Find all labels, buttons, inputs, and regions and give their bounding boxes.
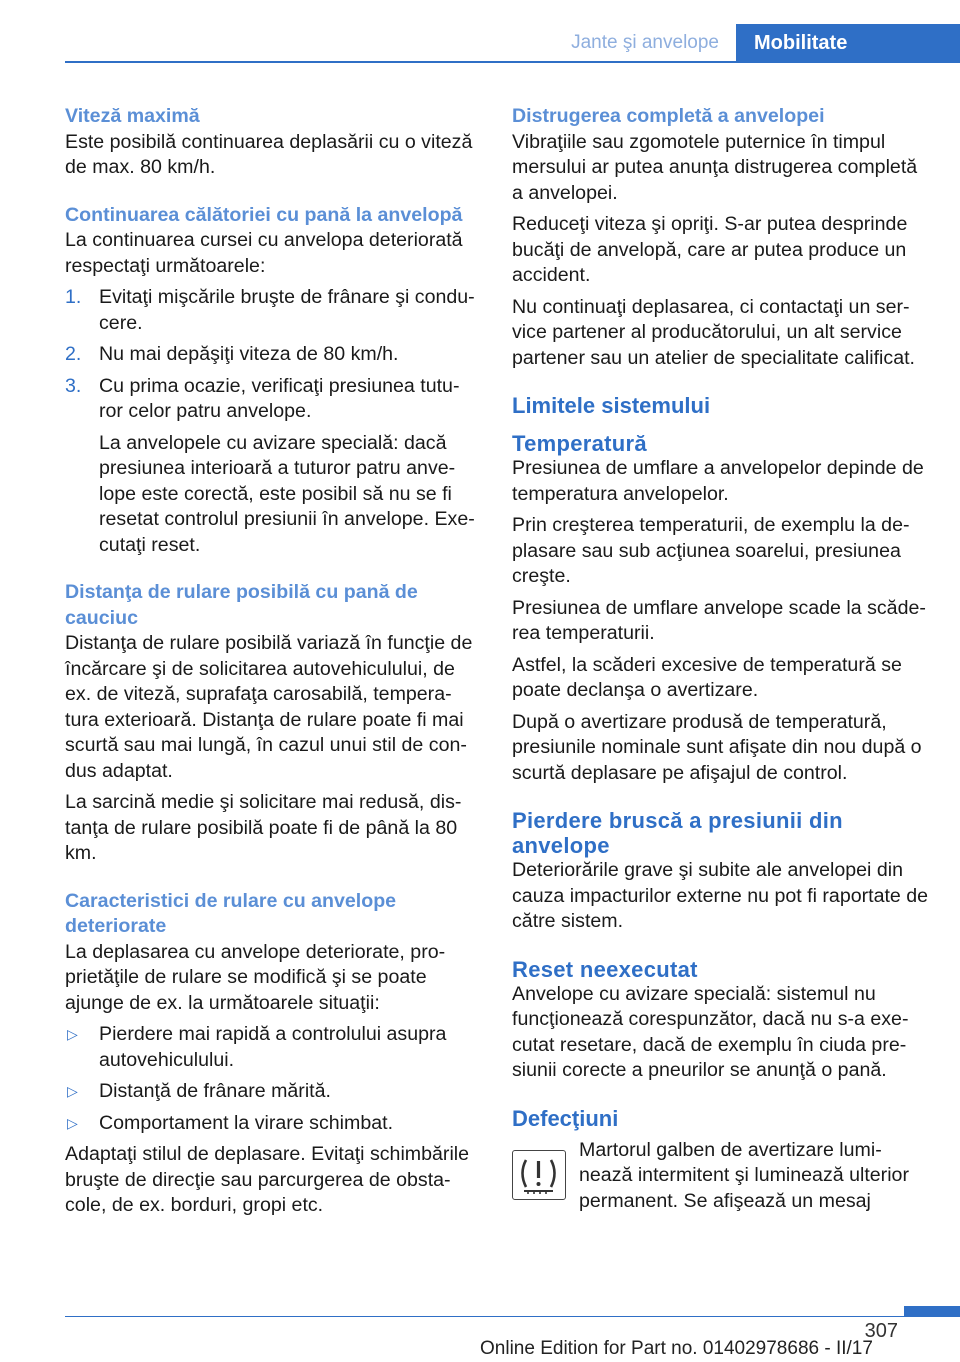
para-destruction-1: Vibraţiile sau zgomotele puternice în timpul mersului ar putea anunţa distrugerea completă a anvelopei.	[512, 130, 918, 204]
heading-temperature: Temperatură	[512, 431, 647, 456]
list-item-text: Cu prima ocazie, verificaţi presiunea tutu-ror celor patru anvelope.	[99, 374, 460, 422]
bullet-list	[65, 1022, 480, 1136]
para-temp-1: Presiunea de umflare a anvelopelor depinde de temperatura anvelopelor.	[512, 457, 924, 505]
list-item	[65, 285, 480, 336]
para-temp-2: Prin creşterea temperaturii, de exemplu la de-plasare sau sub acţiunea soarelui, presiunea creşte.	[512, 514, 910, 587]
para-malfunctions: Martorul galben de avertizare lumi-nează intermitent şi luminează ulterior permanent. Se afişează un mesaj	[579, 1138, 909, 1212]
malfunction-block	[512, 1138, 932, 1215]
heading-max-speed: Viteză maximă	[65, 105, 200, 127]
list-item-subtext: La anvelopele cu avizare specială: dacă presiunea interioară a tuturor patru anve-lope este corectă, este posibil să nu se fi resetat controlul presiunii în anvelope. Exe-cutaţi reset.	[99, 431, 475, 556]
triangle-bullet-icon: ▷	[67, 1026, 78, 1042]
heading-malfunctions: Defecţiuni	[512, 1105, 619, 1131]
tire-warning-icon	[512, 1150, 566, 1200]
list-number: 2.	[65, 343, 82, 365]
para-continue-trip: La continuarea cursei cu anvelopa deteriorată respectaţi următoarele:	[65, 229, 463, 277]
right-column	[512, 104, 932, 1220]
para-temp-5: După o avertizare produsă de temperatură, presiunile nominale sunt afişate din nou după o scurtă deplasare pe afişajul de control.	[512, 710, 922, 784]
left-column	[65, 104, 480, 1225]
heading-system-limits: Limitele sistemului	[512, 393, 711, 418]
para-adapt-driving: Adaptaţi stilul de deplasare. Evitaţi schimbările bruşte de direcţie sau parcurgerea de obsta-cole, de ex. borduri, gropi etc.	[65, 1143, 470, 1216]
numbered-list	[65, 285, 480, 558]
footer-edition: Online Edition for Part no. 01402978686 - II/17	[480, 1338, 873, 1359]
para-temp-4: Astfel, la scăderi excesive de temperatură se poate declanşa o avertizare.	[512, 653, 902, 701]
list-item-text: Evitaţi mişcările bruşte de frânare şi condu-cere.	[99, 286, 475, 334]
para-distance-2: La sarcină medie şi solicitare mai redusă, dis-tanţa de rulare posibilă poate fi de până la 80 km.	[65, 791, 462, 864]
para-sudden-pressure-loss: Deteriorările grave şi subite ale anvelopei din cauza impacturilor externe nu pot fi raportate de către sistem.	[512, 859, 929, 932]
para-reset-not-executed: Anvelope cu avizare specială: sistemul nu funcţionează corespunzător, dacă nu s-a exe-cutat resetare, dacă de exemplu în ciuda pre-siunii corecte a pneurilor se anunţă o pană.	[512, 982, 909, 1081]
para-destruction-2: Reduceţi viteza şi opriţi. S-ar putea desprinde bucăţi de anvelopă, care ar putea produce un accident.	[512, 213, 908, 286]
para-max-speed: Este posibilă continuarea deplasării cu o viteză de max. 80 km/h.	[65, 130, 473, 178]
bullet-item	[65, 1022, 480, 1073]
triangle-bullet-icon: ▷	[67, 1114, 78, 1131]
para-temp-3: Presiunea de umflare anvelope scade la scăde-rea temperaturii.	[512, 596, 926, 644]
footer-rule	[65, 1316, 960, 1317]
list-item-text: Nu mai depăşiţi viteza de 80 km/h.	[99, 343, 399, 365]
heading-driving-behavior: Caracteristici de rulare cu anvelope deteriorate	[65, 889, 397, 937]
list-number: 1.	[65, 286, 82, 308]
heading-tire-destruction: Distrugerea completă a anvelopei	[512, 105, 825, 127]
header-chapter-tab: Mobilitate	[736, 24, 960, 63]
heading-sudden-pressure-loss: Pierdere bruscă a presiunii din anvelope	[512, 808, 843, 858]
bullet-text: Comportament la virare schimbat.	[99, 1111, 394, 1134]
bullet-item	[65, 1111, 480, 1137]
list-number: 3.	[65, 374, 82, 397]
bullet-item	[65, 1079, 480, 1105]
list-item	[65, 374, 480, 559]
para-destruction-3: Nu continuaţi deplasarea, ci contactaţi un ser-vice partener al producătorului, un alt service partener sau un atelier de specialitate calificat.	[512, 295, 915, 369]
heading-reset-not-executed: Reset neexecutat	[512, 956, 698, 982]
para-driving-behavior: La deplasarea cu anvelope deteriorate, pro-prietăţile de rulare se modifică şi se poate ajunge de ex. la următoarele situaţii:	[65, 940, 446, 1014]
header-section: Jante şi anvelope	[571, 32, 719, 53]
heading-distance: Distanţa de rulare posibilă cu pană de cauciuc	[65, 581, 418, 629]
page-number-bar	[904, 1306, 960, 1317]
triangle-bullet-icon: ▷	[67, 1083, 78, 1099]
para-distance-1: Distanţa de rulare posibilă variază în funcţie de încărcare şi de solicitarea autovehiculului, de ex. de viteză, suprafaţa carosabilă, tempera-tura exterioară. Distanţa de rulare poate fi mai scurtă sau mai lungă, în cazul unui stil de con-dus adaptat.	[65, 632, 473, 782]
page-number: 307	[864, 1320, 898, 1342]
heading-continue-trip: Continuarea călătoriei cu pană la anvelopă	[65, 203, 463, 226]
bullet-text: Pierdere mai rapidă a controlului asupra autovehiculului.	[99, 1023, 447, 1071]
bullet-text: Distanţă de frânare mărită.	[99, 1080, 331, 1102]
list-item	[65, 342, 480, 368]
tire-warning-icon-graphic	[513, 1151, 564, 1198]
